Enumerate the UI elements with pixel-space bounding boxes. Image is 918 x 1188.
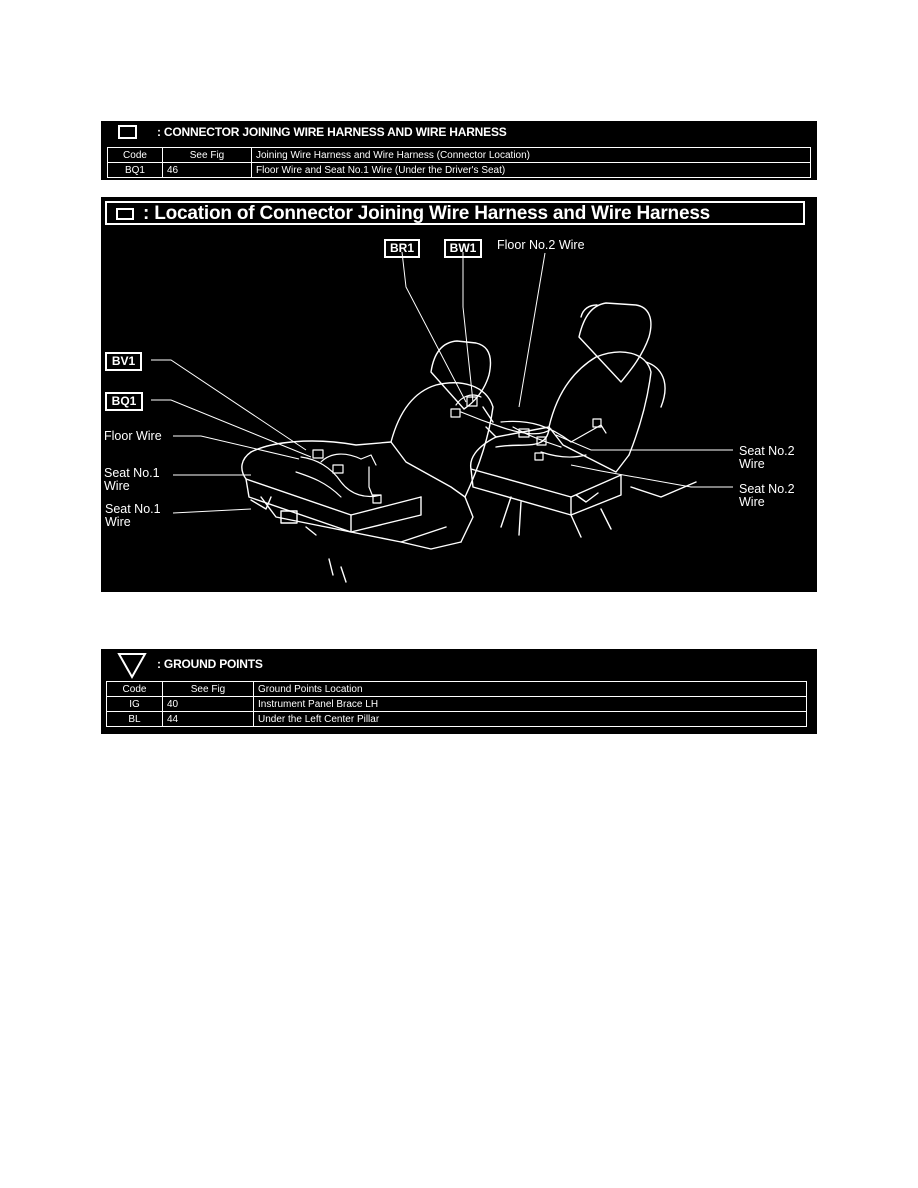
square-symbol-icon xyxy=(118,125,137,139)
location-cell: Instrument Panel Brace LH xyxy=(254,697,807,712)
location-title-bar xyxy=(105,201,805,225)
ground-points-table-panel xyxy=(101,649,817,734)
table-header-row xyxy=(108,148,811,163)
location-cell: Floor Wire and Seat No.1 Wire (Under the Driver's Seat) xyxy=(252,163,811,178)
column-header: See Fig xyxy=(163,682,254,697)
location-diagram-panel xyxy=(101,197,817,592)
triangle-symbol-icon xyxy=(116,651,156,681)
table-row xyxy=(107,697,807,712)
code-cell: BQ1 xyxy=(108,163,163,178)
rear-seat-drawing xyxy=(471,303,696,537)
code-label-bq1: BQ1 xyxy=(105,392,143,411)
code-label-bw1: BW1 xyxy=(444,239,482,258)
connector-joining-table-panel xyxy=(101,121,817,180)
label-line: Wire xyxy=(105,515,131,529)
location-title: : Location of Connector Joining Wire Harness and Wire Harness xyxy=(143,203,711,224)
seat-no1-wire-label xyxy=(105,503,161,529)
connector-table xyxy=(107,147,811,178)
seat-no2-wire-label xyxy=(739,483,795,509)
seat-no1-wire-label xyxy=(104,467,160,493)
location-cell: Under the Left Center Pillar xyxy=(254,712,807,727)
front-seat-drawing xyxy=(242,341,496,582)
connector-table-title: : CONNECTOR JOINING WIRE HARNESS AND WIRE HARNESS xyxy=(157,125,507,139)
see-fig-cell: 40 xyxy=(163,697,254,712)
see-fig-cell: 46 xyxy=(163,163,252,178)
label-line: Seat No.2 xyxy=(739,444,795,458)
label-line: Seat No.1 xyxy=(104,466,160,480)
column-header: See Fig xyxy=(163,148,252,163)
column-header: Code xyxy=(107,682,163,697)
table-row xyxy=(107,712,807,727)
square-symbol-icon xyxy=(116,208,134,220)
label-line: Seat No.1 xyxy=(105,502,161,516)
ground-table-title: : GROUND POINTS xyxy=(157,657,263,671)
ground-table xyxy=(106,681,807,727)
table-header-row xyxy=(107,682,807,697)
seat-no2-wire-label xyxy=(739,445,795,471)
floor-wire-label: Floor Wire xyxy=(104,429,162,443)
code-label-bv1: BV1 xyxy=(105,352,142,371)
code-cell: IG xyxy=(107,697,163,712)
callout-leader-lines xyxy=(151,252,733,513)
label-line: Wire xyxy=(739,457,765,471)
label-line: Wire xyxy=(104,479,130,493)
floor-no2-wire-label: Floor No.2 Wire xyxy=(497,238,585,252)
column-header: Ground Points Location xyxy=(254,682,807,697)
label-line: Seat No.2 xyxy=(739,482,795,496)
label-line: Wire xyxy=(739,495,765,509)
code-cell: BL xyxy=(107,712,163,727)
code-label-br1: BR1 xyxy=(384,239,420,258)
table-row xyxy=(108,163,811,178)
column-header: Joining Wire Harness and Wire Harness (Connector Location) xyxy=(252,148,811,163)
column-header: Code xyxy=(108,148,163,163)
see-fig-cell: 44 xyxy=(163,712,254,727)
